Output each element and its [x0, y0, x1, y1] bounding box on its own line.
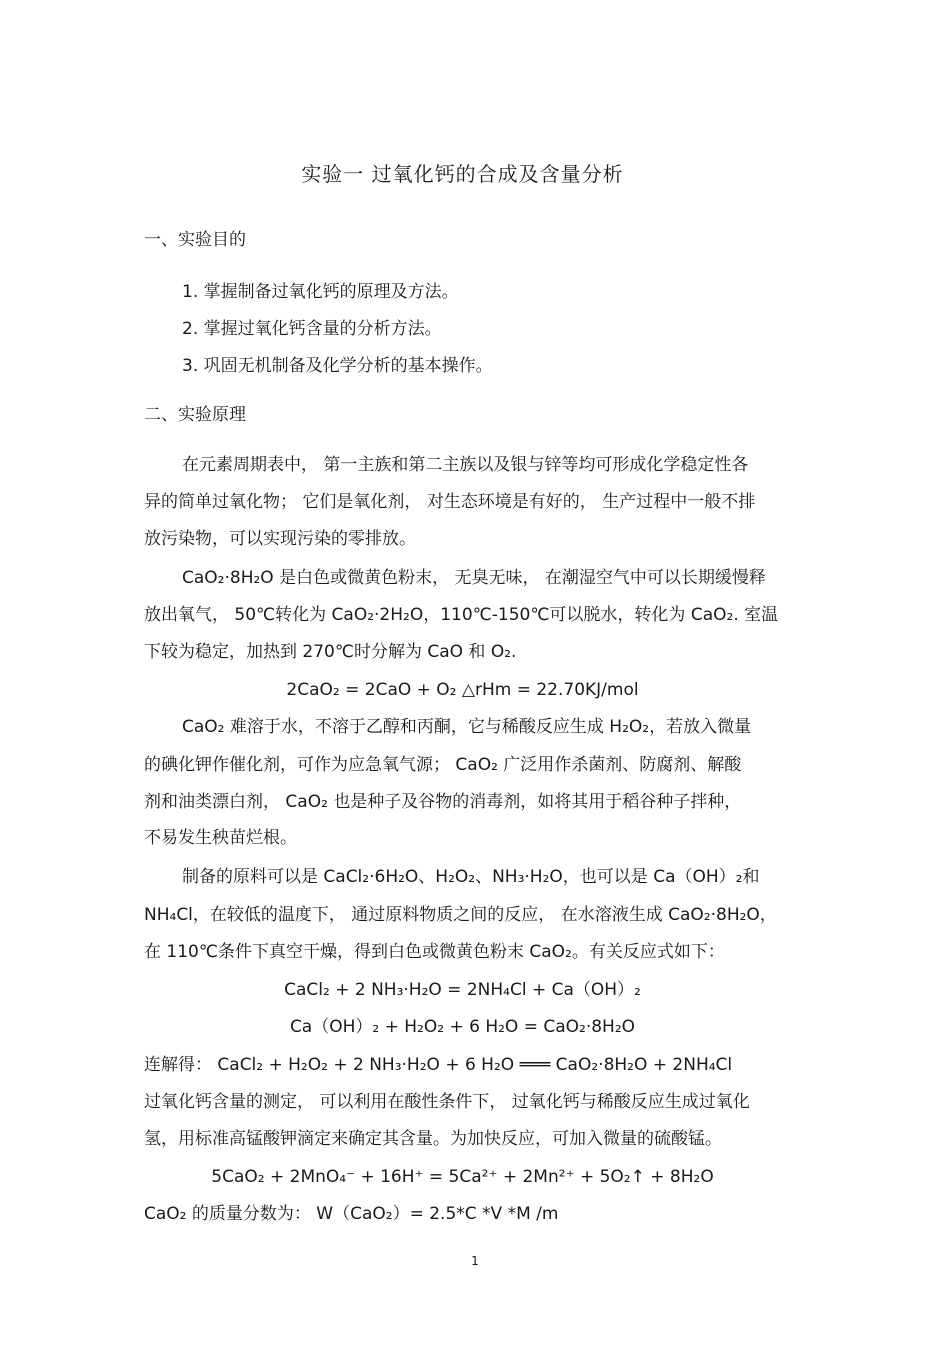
page-number: 1	[471, 1254, 479, 1268]
mass-fraction-formula: CaO₂ 的质量分数为： W（CaO₂）= 2.5*C *V *M /m	[144, 1204, 559, 1224]
paragraph-line: 剂和油类漂白剂， CaO₂ 也是种子及谷物的消毒剂，如将其用于稻谷种子拌种，	[144, 792, 742, 812]
equation-reaction-2: Ca（OH）₂ + H₂O₂ + 6 H₂O = CaO₂·8H₂O	[289, 1017, 636, 1037]
equation-decomposition: 2CaO₂ = 2CaO + O₂ △rHm = 22.70KJ/mol	[286, 680, 639, 700]
paragraph-line: 在 110℃条件下真空干燥，得到白色或微黄色粉末 CaO₂。有关反应式如下：	[144, 942, 725, 962]
paragraph-line: 的碘化钾作催化剂，可作为应急氧气源； CaO₂ 广泛用作杀菌剂、防腐剂、解酸	[144, 755, 742, 775]
page-title: 实验一 过氧化钙的合成及含量分析	[301, 162, 624, 186]
equation-combined: 连解得： CaCl₂ + H₂O₂ + 2 NH₃·H₂O + 6 H₂O ═══ CaO₂·8H₂O + 2NH₄Cl	[144, 1055, 733, 1075]
paragraph-line: CaO₂ 难溶于水，不溶于乙醇和丙酮，它与稀酸反应生成 H₂O₂，若放入微量	[182, 717, 752, 737]
section-heading-principle: 二、实验原理	[144, 405, 246, 425]
paragraph-line: 在元素周期表中， 第一主族和第二主族以及银与锌等均可形成化学稳定性各	[182, 455, 749, 475]
paragraph-line: 放污染物，可以实现污染的零排放。	[144, 529, 416, 549]
equation-titration: 5CaO₂ + 2MnO₄⁻ + 16H⁺ = 5Ca²⁺ + 2Mn²⁺ + 5O₂↑ + 8H₂O	[211, 1167, 714, 1187]
paragraph-line: 放出氧气， 50℃转化为 CaO₂·2H₂O，110℃-150℃可以脱水，转化为 CaO₂. 室温	[144, 605, 779, 625]
paragraph-line: 下较为稳定，加热到 270℃时分解为 CaO 和 O₂.	[144, 642, 517, 662]
section-heading-purpose: 一、实验目的	[144, 230, 246, 250]
paragraph-line: 过氧化钙含量的测定， 可以利用在酸性条件下， 过氧化钙与稀酸反应生成过氧化	[144, 1092, 750, 1112]
paragraph-line: 不易发生秧苗烂根。	[144, 828, 297, 848]
paragraph-line: CaO₂·8H₂O 是白色或微黄色粉末， 无臭无味， 在潮湿空气中可以长期缓慢释	[182, 568, 766, 588]
purpose-item: 3. 巩固无机制备及化学分析的基本操作。	[182, 356, 493, 376]
paragraph-line: 氢，用标准高锰酸钾滴定来确定其含量。为加快反应，可加入微量的硫酸锰。	[144, 1129, 722, 1149]
paragraph-line: NH₄Cl，在较低的温度下， 通过原料物质之间的反应， 在水溶液生成 CaO₂·8H₂O，	[144, 905, 777, 925]
purpose-item: 2. 掌握过氧化钙含量的分析方法。	[182, 319, 442, 339]
purpose-item: 1. 掌握制备过氧化钙的原理及方法。	[182, 282, 459, 302]
paragraph-line: 制备的原料可以是 CaCl₂·6H₂O、H₂O₂、NH₃·H₂O，也可以是 Ca（OH）₂和	[182, 867, 760, 887]
paragraph-line: 异的简单过氧化物； 它们是氧化剂， 对生态环境是有好的， 生产过程中一般不排	[144, 492, 756, 512]
equation-reaction-1: CaCl₂ + 2 NH₃·H₂O = 2NH₄Cl + Ca（OH）₂	[284, 980, 641, 1000]
